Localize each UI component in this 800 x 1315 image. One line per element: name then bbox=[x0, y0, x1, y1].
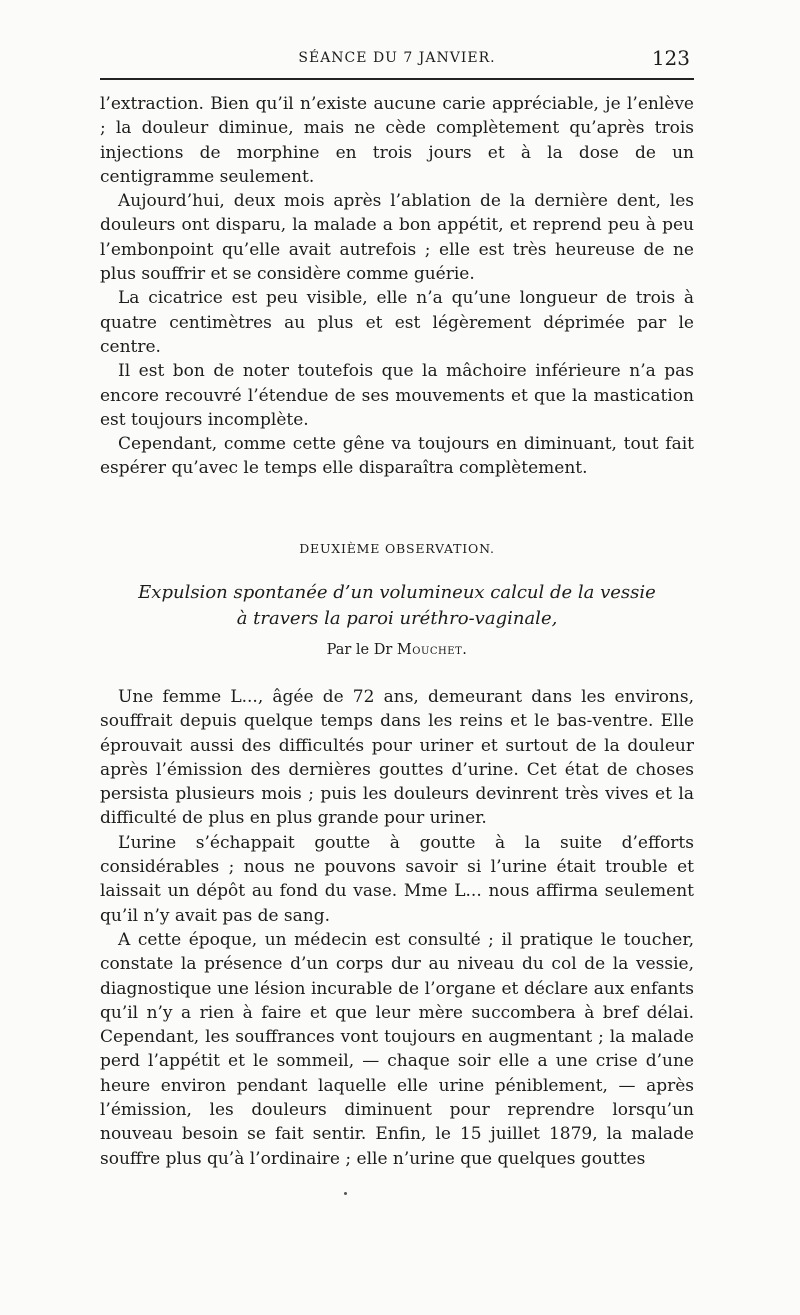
article-title bbox=[100, 580, 694, 632]
paragraph: Il est bon de noter toutefois que la mâchoire inférieure n’a pas encore recouvré l’étendue de ses mouvements et que la mastication est toujours incomplète. bbox=[100, 361, 694, 430]
header-rule bbox=[100, 78, 694, 80]
article-title-line: Expulsion spontanée d’un volumineux calcul de la vessie bbox=[138, 582, 656, 603]
author-name: Mouchet. bbox=[396, 642, 468, 658]
running-title: SÉANCE DU 7 JANVIER. bbox=[298, 50, 496, 66]
paragraph: La cicatrice est peu visible, elle n’a qu’une longueur de trois à quatre centimètres au plus et est légèrement déprimée par le centre. bbox=[100, 288, 694, 357]
paragraph: Cependant, comme cette gêne va toujours en diminuant, tout fait espérer qu’avec le temps elle disparaîtra complètement. bbox=[100, 434, 694, 479]
article-title-line: à travers la paroi uréthro-vaginale, bbox=[236, 608, 558, 629]
continuation-text bbox=[100, 92, 694, 481]
paragraph: l’extraction. Bien qu’il n’existe aucune carie appréciable, je l’enlève ; la douleur diminue, mais ne cède complètement qu’après trois injections de morphine en trois jours et à la dose de un centigramme seulement. bbox=[100, 94, 694, 187]
author-title: Dr bbox=[373, 642, 393, 658]
author-prefix: Par le bbox=[326, 642, 370, 658]
paragraph: Aujourd’hui, deux mois après l’ablation de la dernière dent, les douleurs ont disparu, la malade a bon appétit, et reprend peu à peu l’embonpoint qu’elle avait autrefois ; elle est très heureuse de ne plus souffrir et se considère comme guérie. bbox=[100, 191, 694, 285]
page-number: 123 bbox=[651, 46, 690, 70]
paragraph: L’urine s’échappait goutte à goutte à la suite d’efforts considérables ; nous ne pouvons savoir si l’urine était trouble et laissait un dépôt au fond du vase. Mme L... nous affirma seulement qu’il n’y avait pas de sang. bbox=[100, 832, 694, 926]
paragraph: A cette époque, un médecin est consulté ; il pratique le toucher, constate la présence d’un corps dur au niveau du col de la vessie, diagnostique une lésion incurable de l’organe et déclare aux enfants qu’il n’y a rien à faire et que leur mère succombera à bref délai. Cependant, les souffrances vont toujours en augmentant ; la malade perd l’appétit et le sommeil, — chaque soir elle a une crise d’une heure environ pendant laquelle elle urine péniblement, — après l’émission, les douleurs diminuent pour reprendre lorsqu’un nouveau besoin se fait sentir. Enfin, le 15 juillet 1879, la malade souffre plus qu’à l’ordinaire ; elle n’urine que quelques gouttes bbox=[100, 929, 694, 1169]
paragraph: Une femme L..., âgée de 72 ans, demeurant dans les environs, souffrait depuis quelque temps dans les reins et le bas-ventre. Elle éprouvait aussi des difficultés pour uriner et surtout de la douleur après l’émission des dernières gouttes d’urine. Cet état de choses persista plusieurs mois ; puis les douleurs devinrent très vives et la difficulté de plus en plus grande pour uriner. bbox=[100, 687, 694, 829]
paper-speck bbox=[344, 1192, 347, 1195]
author-line bbox=[100, 642, 694, 658]
section-heading: DEUXIÈME OBSERVATION. bbox=[299, 541, 495, 556]
body-text bbox=[100, 685, 694, 1171]
page-header bbox=[100, 46, 694, 76]
